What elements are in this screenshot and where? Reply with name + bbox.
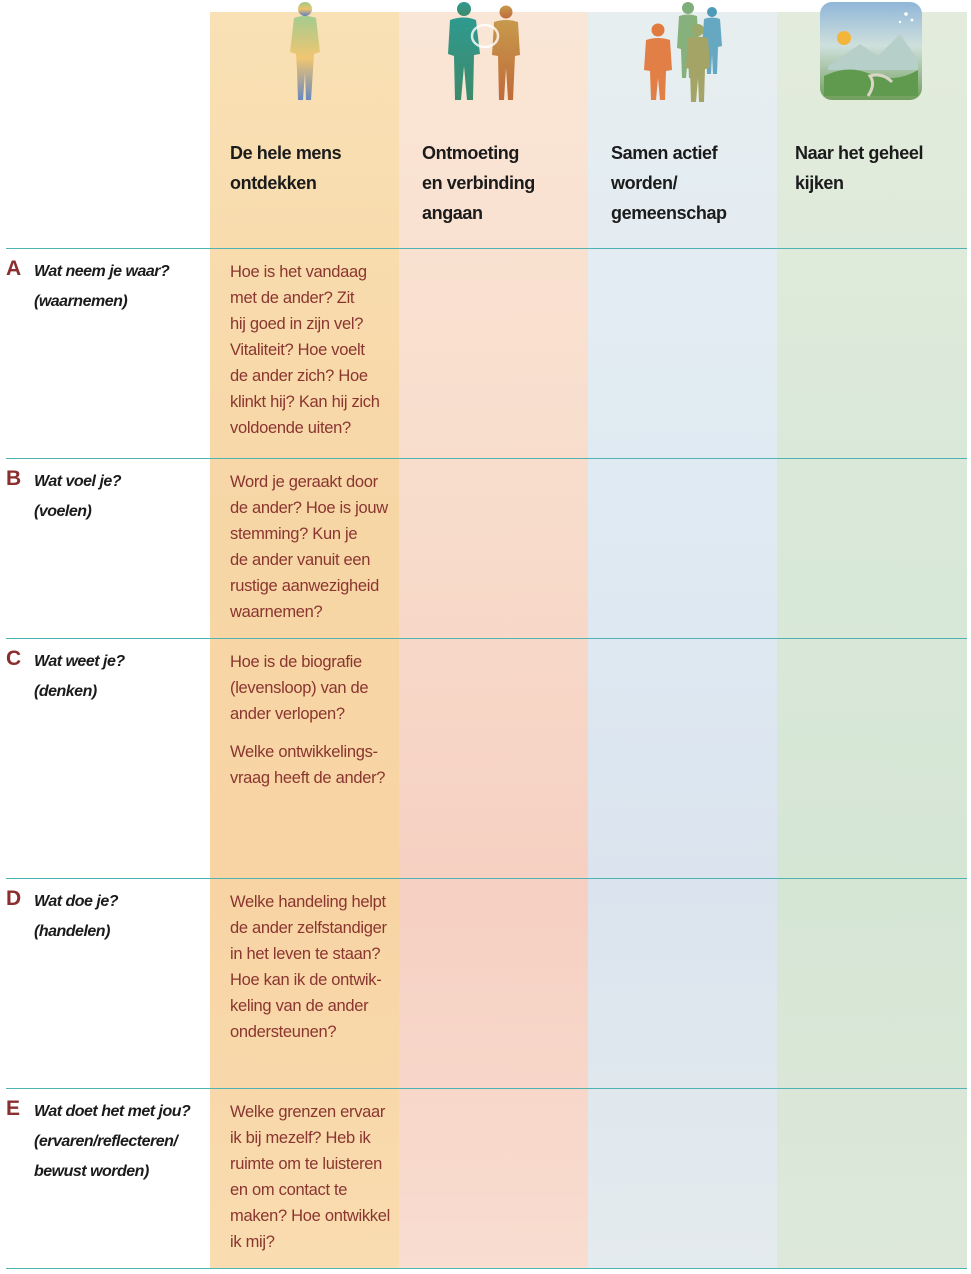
cell-d-whole-person [230,889,396,1045]
row-label-d [34,887,118,947]
cell-line: rustige aanwezigheid [230,577,380,595]
column-bg-whole [777,12,967,1268]
person-silhouette-icon [280,0,330,104]
cell-line: ander verlopen? [230,705,345,723]
row-letter-a: A [6,257,22,280]
row-letter-c: C [6,647,22,670]
cell-line: Word je geraakt door [230,473,378,491]
row-letter-d: D [6,887,22,910]
row-label-e [34,1097,190,1187]
row-label-line: (denken) [34,683,97,700]
cell-b-whole-person [230,469,396,625]
cell-line: ondersteunen? [230,1023,337,1041]
column-title-community [611,138,727,228]
row-label-line: Wat doet het met jou? [34,1103,191,1120]
row-divider [6,1088,967,1089]
cell-line: stemming? Kun je [230,525,358,543]
row-label-line: (voelen) [34,503,92,520]
column-title-whole [795,138,923,198]
cell-a-whole-person [230,259,396,441]
cell-line: de ander? Hoe is jouw [230,499,388,517]
row-label-line: Wat neem je waar? [34,263,170,280]
row-divider [6,638,967,639]
cell-line: de ander zelfstandiger [230,919,387,937]
column-title-line: De hele mens [230,143,342,163]
column-title-line: Ontmoeting [422,143,519,163]
row-divider [6,1268,967,1269]
row-label-b [34,467,121,527]
row-label-a [34,257,169,317]
row-label-line: (waarnemen) [34,293,128,310]
cell-line: Welke ontwikkelings- [230,743,378,761]
cell-line: Hoe is het vandaag [230,263,367,281]
cell-line: ruimte om te luisteren [230,1155,383,1173]
cell-line: ik bij mezelf? Heb ik [230,1129,371,1147]
row-divider [6,878,967,879]
cell-line: de ander vanuit een [230,551,371,569]
two-people-meeting-icon [440,0,530,104]
cell-line: (levensloop) van de [230,679,369,697]
row-label-c [34,647,125,707]
cell-line: Hoe is de biografie [230,653,362,671]
column-title-meeting [422,138,535,228]
cell-line: in het leven te staan? [230,945,381,963]
column-title-line: kijken [795,173,844,193]
cell-line: de ander zich? Hoe [230,367,368,385]
landscape-icon [818,0,924,104]
row-label-line: bewust worden) [34,1163,149,1180]
column-title-line: Samen actief [611,143,718,163]
row-label-line: Wat doe je? [34,893,118,910]
cell-line: hij goed in zijn vel? [230,315,364,333]
column-title-line: gemeenschap [611,203,727,223]
column-title-line: worden/ [611,173,678,193]
cell-line: Welke handeling helpt [230,893,386,911]
cell-e-whole-person [230,1099,396,1255]
cell-c-whole-person [230,649,396,791]
cell-line: Hoe kan ik de ontwik- [230,971,382,989]
column-bg-whole-person [210,12,399,1268]
group-walking-icon [638,0,724,104]
row-letter-b: B [6,467,22,490]
row-label-line: Wat weet je? [34,653,125,670]
column-title-whole-person [230,138,341,198]
cell-line: Welke grenzen ervaar [230,1103,386,1121]
cell-line: keling van de ander [230,997,369,1015]
cell-line: vraag heeft de ander? [230,769,386,787]
cell-line: klinkt hij? Kan hij zich [230,393,380,411]
cell-line: met de ander? Zit [230,289,355,307]
row-label-line: (ervaren/reflecteren/ [34,1133,178,1150]
row-label-line: Wat voel je? [34,473,122,490]
row-divider [6,248,967,249]
cell-line: en om contact te [230,1181,348,1199]
column-title-line: Naar het geheel [795,143,924,163]
cell-line: voldoende uiten? [230,419,351,437]
cell-line: ik mij? [230,1233,275,1251]
row-label-line: (handelen) [34,923,110,940]
column-title-line: ontdekken [230,173,317,193]
cell-line: Vitaliteit? Hoe voelt [230,341,365,359]
row-letter-e: E [6,1097,21,1120]
column-title-line: en verbinding [422,173,535,193]
cell-line: waarnemen? [230,603,323,621]
cell-line: maken? Hoe ontwikkel [230,1207,390,1225]
row-divider [6,458,967,459]
column-title-line: angaan [422,203,483,223]
